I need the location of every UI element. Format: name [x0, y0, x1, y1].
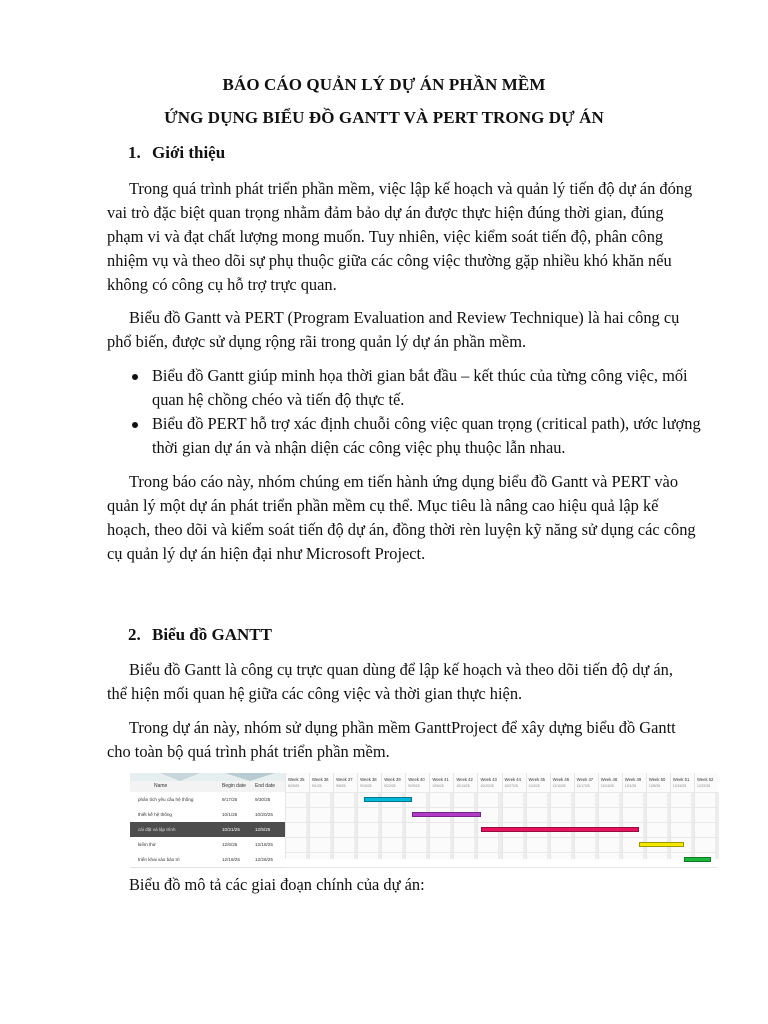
timeline-week-column	[526, 773, 551, 859]
gantt-timeline-grid	[285, 773, 718, 859]
timeline-week-column	[477, 773, 502, 859]
week-date: 10/27/25	[504, 784, 518, 788]
week-date: 12/8/25	[648, 784, 661, 788]
bullet-item-pert: Biểu đồ PERT hỗ trợ xác định chuỗi công việc quan trọng (critical path), ước lượng thời gian dự án và nhận diện các công việc phụ thuộc lẫn nhau.	[107, 412, 707, 460]
week-date: 10/20/25	[480, 784, 494, 788]
task-name: cài đặt và lập trình	[138, 827, 176, 832]
gantt-chart-screenshot	[130, 773, 718, 862]
section-2-paragraph-2: Trong dự án này, nhóm sử dụng phần mềm GanttProject để xây dựng biểu đồ Gantt cho toàn bộ quá trình phát triển phần mềm.	[107, 718, 676, 761]
week-label: Week 40	[408, 777, 425, 782]
week-date: 11/17/25	[576, 784, 590, 788]
timeline-week-column	[285, 773, 310, 859]
section-2-number: 2.	[128, 625, 141, 644]
timeline-row-divider	[285, 852, 718, 853]
section-2-title: Biểu đồ GANTT	[152, 625, 272, 644]
weekend-shading	[715, 792, 719, 859]
gantt-task-row[interactable]	[130, 852, 285, 868]
gantt-task-bar[interactable]	[364, 797, 412, 802]
timeline-week-column	[357, 773, 382, 859]
section-1-title: Giới thiệu	[152, 143, 226, 162]
task-begin-date: 12/19/25	[222, 857, 240, 862]
week-label: Week 50	[648, 777, 666, 782]
bullet-icon	[132, 422, 138, 428]
gantt-task-bar[interactable]	[684, 857, 711, 862]
week-date: 10/6/25	[432, 784, 444, 788]
task-begin-date: 12/6/25	[222, 842, 238, 847]
timeline-row-divider	[285, 792, 718, 793]
week-label: Week 52	[696, 777, 714, 782]
week-label: Week 47	[576, 777, 594, 782]
timeline-row-divider	[285, 807, 718, 808]
task-end-date: 12/26/25	[255, 857, 273, 862]
week-label: Week 38	[360, 777, 377, 782]
week-date: 9/22/25	[384, 784, 396, 788]
section-1-bullet-list	[107, 364, 707, 460]
task-name: thiết kế hệ thống	[138, 812, 172, 817]
timeline-week-column	[574, 773, 599, 859]
section-1-number: 1.	[128, 143, 141, 162]
section-1-paragraph-3: Trong báo cáo này, nhóm chúng em tiến hành ứng dụng biểu đồ Gantt và PERT vào quản lý một dự án phát triển phần mềm cụ thể. Mục tiêu là nâng cao hiệu quả lập kế hoạch, theo dõi và kiểm soát tiến độ dự án, đồng thời rèn luyện kỹ năng sử dụng các công cụ quản lý dự án hiện đại như Microsoft Project.	[107, 472, 696, 563]
timeline-week-column	[694, 773, 719, 859]
gantt-task-bar[interactable]	[412, 812, 481, 817]
week-label: Week 35	[288, 777, 305, 782]
week-date: 9/1/25	[312, 784, 322, 788]
column-header-begin-date: Begin date	[222, 783, 246, 789]
week-label: Week 42	[456, 777, 473, 782]
gantt-task-row[interactable]	[130, 807, 285, 823]
task-end-date: 9/30/25	[255, 797, 271, 802]
week-date: 12/15/25	[672, 784, 687, 788]
week-label: Week 44	[504, 777, 521, 782]
week-date: 11/3/25	[528, 784, 540, 788]
task-name: triển khai vào bảo trì	[138, 857, 180, 862]
section-1-heading	[128, 143, 225, 163]
column-header-end-date: End date	[255, 783, 276, 789]
week-date: 9/15/25	[360, 784, 372, 788]
week-date: 9/8/25	[336, 784, 346, 788]
task-end-date: 12/5/25	[255, 827, 271, 832]
gantt-banner-decoration	[130, 773, 285, 781]
bullet-item-gantt: Biểu đồ Gantt giúp minh họa thời gian bắt đầu – kết thúc của từng công việc, mối quan hệ chồng chéo và tiến độ thực tế.	[107, 364, 707, 412]
report-title: BÁO CÁO QUẢN LÝ DỰ ÁN PHẦN MỀM	[222, 75, 546, 94]
section-2-paragraph-1: Biểu đồ Gantt là công cụ trực quan dùng để lập kế hoạch và theo dõi tiến độ dự án, thể hiện mối quan hệ giữa các công việc và thời gian thực hiện.	[107, 660, 673, 703]
task-end-date: 12/18/25	[255, 842, 273, 847]
section-2-paragraph-3: Biểu đồ mô tả các giai đoạn chính của dự án:	[129, 875, 425, 894]
week-date: 11/24/25	[600, 784, 614, 788]
timeline-week-column	[598, 773, 623, 859]
week-label: Week 37	[336, 777, 353, 782]
gantt-task-row[interactable]	[130, 822, 285, 838]
timeline-week-column	[309, 773, 334, 859]
task-begin-date: 10/21/25	[222, 827, 240, 832]
bullet-icon	[132, 374, 138, 380]
week-label: Week 43	[480, 777, 497, 782]
week-date: 11/10/25	[552, 784, 566, 788]
section-1-paragraph-2: Biểu đồ Gantt và PERT (Program Evaluation and Review Technique) là hai công cụ phổ biến, được sử dụng rộng rãi trong quản lý dự án phần mềm.	[107, 308, 680, 351]
timeline-week-column	[502, 773, 527, 859]
gantt-task-bar[interactable]	[481, 827, 639, 832]
week-date: 12/1/25	[624, 784, 637, 788]
gantt-task-row[interactable]	[130, 792, 285, 808]
task-name: phân tích yêu cầu hệ thống	[138, 797, 194, 802]
section-1-paragraph-1: Trong quá trình phát triển phần mềm, việc lập kế hoạch và quản lý tiến độ dự án đóng vai trò đặc biệt quan trọng nhằm đảm bảo dự án được thực hiện đúng thời gian, đúng phạm vi và đạt chất lượng mong muốn. Tuy nhiên, việc kiểm soát tiến độ, phân công nhiệm vụ và theo dõi sự phụ thuộc giữa các công việc thường gặp nhiều khó khăn nếu không có công cụ hỗ trợ trực quan.	[107, 179, 693, 294]
timeline-row-divider	[285, 867, 718, 868]
week-date: 8/25/25	[288, 784, 300, 788]
timeline-row-divider	[285, 822, 718, 823]
week-label: Week 51	[672, 777, 690, 782]
timeline-week-column	[550, 773, 575, 859]
task-begin-date: 10/1/25	[222, 812, 238, 817]
week-date: 9/29/25	[408, 784, 420, 788]
column-header-name: Name	[154, 783, 168, 789]
week-label: Week 48	[600, 777, 618, 782]
task-begin-date: 9/17/25	[222, 797, 238, 802]
task-name: kiểm thử	[138, 842, 156, 847]
week-label: Week 45	[528, 777, 545, 782]
week-label: Week 46	[552, 777, 570, 782]
gantt-task-bar[interactable]	[639, 842, 684, 847]
task-end-date: 10/20/25	[255, 812, 273, 817]
report-subtitle: ỨNG DỤNG BIỂU ĐỒ GANTT VÀ PERT TRONG DỰ ÁN	[164, 108, 604, 127]
week-date: 12/22/25	[696, 784, 711, 788]
week-label: Week 49	[624, 777, 642, 782]
section-2-heading	[128, 625, 272, 645]
timeline-week-column	[333, 773, 358, 859]
week-label: Week 36	[312, 777, 329, 782]
timeline-week-column	[381, 773, 406, 859]
gantt-task-row[interactable]	[130, 837, 285, 853]
week-label: Week 39	[384, 777, 401, 782]
week-date: 10/13/25	[456, 784, 470, 788]
timeline-row-divider	[285, 837, 718, 838]
week-label: Week 41	[432, 777, 449, 782]
